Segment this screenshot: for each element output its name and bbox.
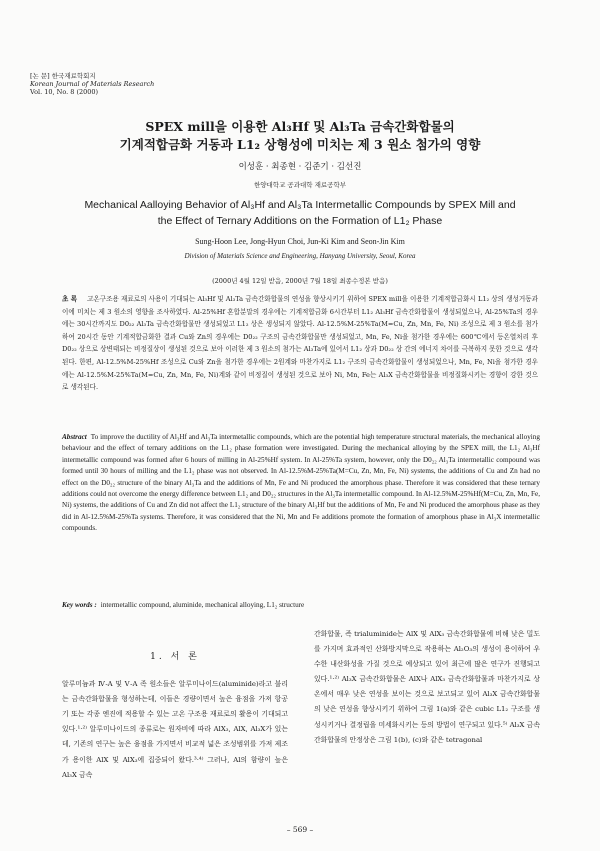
received-dates: (2000년 4월 12일 받음, 2000년 7월 18일 최종수정본 받음) [212,277,388,285]
english-title-line2: the Effect of Ternary Additions on the Formation of L1₂ Phase [157,215,443,227]
page-number: – 569 – [286,825,314,834]
korean-abstract-text: 고온구조용 재료로의 사용이 기대되는 Al₃Hf 및 Al₃Ta 금속간화합물의 연성을 향상시키기 위하여 SPEX mill을 이용한 기계적합금화시 L1₂ 상의 생성거동과 이에 미치는 제 3 원소의 영향을 조사하였다. Al-25%Hf 혼합분말의 경우에는 기계적합금화 6시간부터 L1₂ Al₃Hf 금속간화합물이 생성되었으나, Al-25%Ta의 경우에는 30시간까지도 D0₂₂ Al₃Ta 금속간화합물만 생성되었고 L1₂ 상은 생성되지 않았다. Al-12.5%M-25%Ta(M=Cu, Zn, Mn, Fe, Ni) 조성으로 제 3 원소를 첨가하여 20시간 동안 기계적합금화한 결과 Cu와 Zn의 경우에는 D0₂₂ 구조의 금속간화합물만 생성되었고, Mn, Fe, Ni을 첨가한 경우에는 600℃에서 등온열처리 후 D0₂₂ 상으로 상변태되는 비정질상이 생성된 것으로 보아 이러한 제 3 원소의 첨가는 Al₃Ta에 있어서 L1₂ 상과 D0₂₂ 상 간의 에너지 차이를 극복하지 못한 것으로 생각된다. 한편, Al-12.5%M-25%Hf 조성으로 Cu와 Zn을 첨가한 경우에는 2원계와 마찬가지로 L1₂ 구조의 금속간화합물이 생성되었으나, Mn, Fe, Ni을 첨가한 경우에는 Al-12.5%M-25%Ta(M=Cu, Zn, Mn, Fe, Ni)계와 같이 비정질이 생성된 것으로 보아 Ni, Mn, Fe는 Al₃X 금속간화합물을 비정질화시키는 경향이 강한 것으로 생각된다. [62,295,538,392]
korean-abstract [62,293,538,394]
english-abstract-label: Abstract [62,433,87,441]
journal-header-line1: [논 문] 한국재료학회지 [30,72,96,80]
keywords [62,601,540,609]
keywords-text: intermetallic compound, aluminide, mechanical alloying, L1₂ structure [100,601,305,609]
korean-title [40,118,560,154]
english-title [40,197,560,229]
korean-title-line1: SPEX mill을 이용한 Al₃Hf 및 Al₃Ta 금속간화합물의 [145,119,455,134]
english-abstract [62,432,540,535]
journal-header [30,72,154,96]
journal-header-line2: Korean Journal of Materials Research [30,80,155,88]
body-column-left [62,650,288,783]
journal-header-line3: Vol. 10, No. 8 (2000) [30,88,99,96]
english-affiliation: Division of Materials Science and Engineering, Hanyang University, Seoul, Korea [184,252,416,260]
body-column-right [314,627,540,748]
english-abstract-text: To improve the ductility of Al₃Hf and Al₃Ta intermetallic compounds, which are the potential high temperature structural materials, the mechanical alloying behaviour and the effect of ternary additions on the L1₂ phase formation were investigated. During the mechanical alloying by the SPEX mill, the L1₂ Al₃Hf intermetallic compound was formed after 6 hours of milling in Al-25%Hf system. In Al-25%Ta system, however, only the D0₂₂ Al₃Ta intermetallic compound was formed until 30 hours of milling and the L1₂ phase was not observed. In Al-12.5%M-25%Ta(M=Cu, Zn, Mn, Fe, Ni) systems, the additions of Cu and Zn had no effect on the D0₂₂ structure of the binary Al₃Ta and the additions of Mn, Fe and Ni produced the amorphous phase. Therefore it was considered that these ternary additions could not overcome the energy difference between L1₂ and D0₂₂ structures in the Al₃Ta intermetallic compound. In Al-12.5%M-25%Hf(M=Cu, Zn, Mn, Fe, Ni) systems, the additions of Cu and Zn did not affect the L1₂ structure of the binary Al₃Hf but the additions of Mn, Fe and Ni produced the amorphous phase as they did in Al-12.5%M-25%Ta systems. Therefore, it was considered that the Ni, Mn and Fe additions promote the formation of amorphous phase in Al₃X intermetallic compounds. [62,433,540,533]
section-heading: 1. 서 론 [150,652,200,662]
english-authors: Sung-Hoon Lee, Jong-Hyun Choi, Jun-Ki Kim and Seon-Jin Kim [195,237,405,246]
korean-title-line2: 기계적합금화 거동과 L1₂ 상형성에 미치는 제 3 원소 첨가의 영향 [119,137,481,152]
korean-affiliation: 한양대학교 공과대학 재료공학부 [253,181,347,189]
korean-abstract-label: 초 록 [62,295,78,303]
english-title-line1: Mechanical Aalloying Behavior of Al₃Hf and Al₃Ta Intermetallic Compounds by SPEX Mill and [84,199,516,211]
korean-authors: 이성훈 · 최종현 · 김준기 · 김선진 [238,162,362,172]
body-text-right: 간화합물, 즉 trialuminide는 AlX 및 AlX₃ 금속간화합물에 비해 낮은 밀도를 가지며 효과적인 산화방지막으로 작용하는 Al₂O₃의 생성이 용이하여 우수한 내산화성을 가질 것으로 예상되고 있어 최근에 많은 연구가 진행되고 있다.¹·²⁾ Al₃X 금속간화합물은 AlX나 AlX₃ 금속간화합물과 마찬가지로 상온에서 매우 낮은 연성을 보이는 것으로 보고되고 있어 Al₃X 금속간화합물의 낮은 연성을 향상시키기 위하여 그림 1(a)와 같은 cubic L1₂ 구조를 생성시키거나 결정립을 미세화시키는 등의 방법이 연구되고 있다.⁵⁾ Al₃X 금속간화합물의 안정상은 그림 1(b), (c)와 같은 tetragonal [314,630,540,744]
body-text-left: 알루미늄과 Ⅳ-A 및 Ⅴ-A 족 원소들은 알루미나이드(aluminide)라고 불리는 금속간화합물을 형성하는데, 이들은 경량이면서 높은 융점을 가져 항공기 또는 각종 엔진에 적용할 수 있는 고온 구조용 재료로의 활용이 기대되고 있다.¹·²⁾ 알루미나이드의 종류로는 원자비에 따라 AlX₃, AlX, Al₃X가 있는데, 기존의 연구는 높은 융점을 가지면서 비교적 넓은 조성범위를 가져 제조가 용이한 AlX 및 AlX₃에 집중되어 왔다.³·⁴⁾ 그러나, Al의 함량이 높은 Al₃X 금속 [62,680,288,779]
keywords-label: Key words : [62,601,97,609]
